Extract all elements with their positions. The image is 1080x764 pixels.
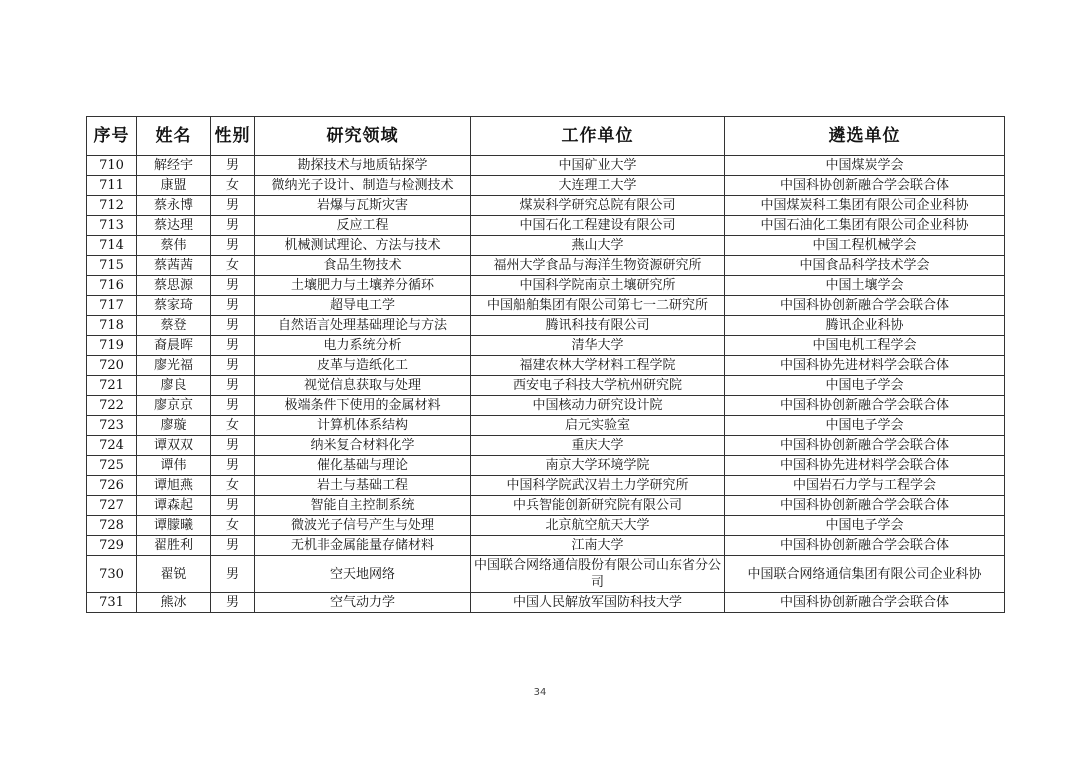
scholar-list-table xyxy=(86,116,1005,613)
table-row xyxy=(87,593,1005,613)
cell-work-unit: 南京大学环境学院 xyxy=(471,456,725,476)
table-row xyxy=(87,296,1005,316)
cell-gender: 男 xyxy=(211,436,255,456)
cell-selecting-unit: 中国电机工程学会 xyxy=(725,336,1005,356)
cell-gender: 女 xyxy=(211,416,255,436)
cell-serial: 721 xyxy=(87,376,137,396)
cell-gender: 男 xyxy=(211,296,255,316)
cell-research-field: 食品生物技术 xyxy=(255,256,471,276)
cell-selecting-unit: 中国电子学会 xyxy=(725,516,1005,536)
cell-serial: 728 xyxy=(87,516,137,536)
cell-selecting-unit: 腾讯企业科协 xyxy=(725,316,1005,336)
cell-selecting-unit: 中国土壤学会 xyxy=(725,276,1005,296)
cell-work-unit: 重庆大学 xyxy=(471,436,725,456)
header-work-unit: 工作单位 xyxy=(471,117,725,156)
cell-research-field: 微纳光子设计、制造与检测技术 xyxy=(255,176,471,196)
table-row xyxy=(87,316,1005,336)
cell-serial: 724 xyxy=(87,436,137,456)
cell-gender: 女 xyxy=(211,516,255,536)
cell-selecting-unit: 中国煤炭科工集团有限公司企业科协 xyxy=(725,196,1005,216)
cell-selecting-unit: 中国联合网络通信集团有限公司企业科协 xyxy=(725,556,1005,593)
cell-gender: 男 xyxy=(211,276,255,296)
cell-work-unit: 江南大学 xyxy=(471,536,725,556)
cell-gender: 男 xyxy=(211,156,255,176)
cell-research-field: 纳米复合材料化学 xyxy=(255,436,471,456)
cell-work-unit: 中国石化工程建设有限公司 xyxy=(471,216,725,236)
table-row xyxy=(87,336,1005,356)
cell-name: 廖璇 xyxy=(137,416,211,436)
cell-research-field: 岩土与基础工程 xyxy=(255,476,471,496)
cell-serial: 718 xyxy=(87,316,137,336)
cell-selecting-unit: 中国科协创新融合学会联合体 xyxy=(725,436,1005,456)
cell-gender: 男 xyxy=(211,356,255,376)
cell-selecting-unit: 中国科协创新融合学会联合体 xyxy=(725,496,1005,516)
cell-gender: 男 xyxy=(211,556,255,593)
cell-gender: 男 xyxy=(211,593,255,613)
cell-work-unit: 中国船舶集团有限公司第七一二研究所 xyxy=(471,296,725,316)
cell-research-field: 电力系统分析 xyxy=(255,336,471,356)
cell-name: 蔡登 xyxy=(137,316,211,336)
cell-work-unit: 中兵智能创新研究院有限公司 xyxy=(471,496,725,516)
table-row xyxy=(87,476,1005,496)
cell-research-field: 空气动力学 xyxy=(255,593,471,613)
cell-serial: 712 xyxy=(87,196,137,216)
cell-name: 谭双双 xyxy=(137,436,211,456)
table-row xyxy=(87,276,1005,296)
cell-name: 谭伟 xyxy=(137,456,211,476)
cell-serial: 711 xyxy=(87,176,137,196)
cell-gender: 男 xyxy=(211,236,255,256)
cell-name: 廖良 xyxy=(137,376,211,396)
cell-work-unit: 腾讯科技有限公司 xyxy=(471,316,725,336)
cell-work-unit: 中国人民解放军国防科技大学 xyxy=(471,593,725,613)
cell-serial: 720 xyxy=(87,356,137,376)
table-row xyxy=(87,376,1005,396)
cell-name: 蔡思源 xyxy=(137,276,211,296)
cell-gender: 男 xyxy=(211,536,255,556)
header-name: 姓名 xyxy=(137,117,211,156)
table-header-row xyxy=(87,117,1005,156)
table-row xyxy=(87,256,1005,276)
cell-selecting-unit: 中国食品科学技术学会 xyxy=(725,256,1005,276)
cell-serial: 730 xyxy=(87,556,137,593)
cell-work-unit: 清华大学 xyxy=(471,336,725,356)
cell-gender: 男 xyxy=(211,316,255,336)
cell-work-unit: 福建农林大学材料工程学院 xyxy=(471,356,725,376)
cell-selecting-unit: 中国科协创新融合学会联合体 xyxy=(725,176,1005,196)
cell-selecting-unit: 中国科协先进材料学会联合体 xyxy=(725,356,1005,376)
header-selecting-unit: 遴选单位 xyxy=(725,117,1005,156)
cell-name: 蔡达理 xyxy=(137,216,211,236)
cell-research-field: 岩爆与瓦斯灾害 xyxy=(255,196,471,216)
cell-gender: 男 xyxy=(211,396,255,416)
table-row xyxy=(87,156,1005,176)
cell-selecting-unit: 中国石油化工集团有限公司企业科协 xyxy=(725,216,1005,236)
cell-name: 蔡伟 xyxy=(137,236,211,256)
cell-serial: 731 xyxy=(87,593,137,613)
cell-serial: 713 xyxy=(87,216,137,236)
cell-research-field: 勘探技术与地质钻探学 xyxy=(255,156,471,176)
cell-serial: 722 xyxy=(87,396,137,416)
cell-name: 廖光福 xyxy=(137,356,211,376)
cell-work-unit: 启元实验室 xyxy=(471,416,725,436)
table-row xyxy=(87,396,1005,416)
cell-serial: 714 xyxy=(87,236,137,256)
cell-selecting-unit: 中国科协创新融合学会联合体 xyxy=(725,536,1005,556)
table-row xyxy=(87,516,1005,536)
cell-gender: 男 xyxy=(211,336,255,356)
header-serial: 序号 xyxy=(87,117,137,156)
cell-work-unit: 中国科学院南京土壤研究所 xyxy=(471,276,725,296)
cell-research-field: 极端条件下使用的金属材料 xyxy=(255,396,471,416)
cell-work-unit: 北京航空航天大学 xyxy=(471,516,725,536)
table-row xyxy=(87,556,1005,593)
cell-name: 谭旭燕 xyxy=(137,476,211,496)
cell-gender: 女 xyxy=(211,176,255,196)
cell-name: 翟锐 xyxy=(137,556,211,593)
cell-name: 翟胜利 xyxy=(137,536,211,556)
cell-research-field: 微波光子信号产生与处理 xyxy=(255,516,471,536)
cell-serial: 726 xyxy=(87,476,137,496)
cell-selecting-unit: 中国电子学会 xyxy=(725,376,1005,396)
cell-selecting-unit: 中国岩石力学与工程学会 xyxy=(725,476,1005,496)
cell-selecting-unit: 中国科协创新融合学会联合体 xyxy=(725,396,1005,416)
cell-work-unit: 燕山大学 xyxy=(471,236,725,256)
cell-serial: 725 xyxy=(87,456,137,476)
cell-work-unit: 中国核动力研究设计院 xyxy=(471,396,725,416)
cell-serial: 719 xyxy=(87,336,137,356)
cell-name: 谭朦曦 xyxy=(137,516,211,536)
cell-research-field: 皮革与造纸化工 xyxy=(255,356,471,376)
cell-name: 蔡永博 xyxy=(137,196,211,216)
cell-work-unit: 中国联合网络通信股份有限公司山东省分公司 xyxy=(471,556,725,593)
cell-gender: 男 xyxy=(211,216,255,236)
cell-serial: 729 xyxy=(87,536,137,556)
cell-name: 廖京京 xyxy=(137,396,211,416)
page-number: 34 xyxy=(533,687,547,698)
cell-research-field: 催化基础与理论 xyxy=(255,456,471,476)
cell-research-field: 机械测试理论、方法与技术 xyxy=(255,236,471,256)
cell-serial: 723 xyxy=(87,416,137,436)
cell-work-unit: 西安电子科技大学杭州研究院 xyxy=(471,376,725,396)
cell-gender: 男 xyxy=(211,376,255,396)
cell-work-unit: 中国矿业大学 xyxy=(471,156,725,176)
cell-work-unit: 福州大学食品与海洋生物资源研究所 xyxy=(471,256,725,276)
cell-selecting-unit: 中国科协先进材料学会联合体 xyxy=(725,456,1005,476)
cell-name: 康盟 xyxy=(137,176,211,196)
cell-gender: 男 xyxy=(211,496,255,516)
cell-name: 谭森起 xyxy=(137,496,211,516)
cell-serial: 716 xyxy=(87,276,137,296)
cell-research-field: 无机非金属能量存储材料 xyxy=(255,536,471,556)
cell-research-field: 智能自主控制系统 xyxy=(255,496,471,516)
table-row xyxy=(87,536,1005,556)
cell-selecting-unit: 中国工程机械学会 xyxy=(725,236,1005,256)
cell-gender: 女 xyxy=(211,476,255,496)
cell-serial: 717 xyxy=(87,296,137,316)
cell-gender: 男 xyxy=(211,196,255,216)
cell-research-field: 反应工程 xyxy=(255,216,471,236)
header-gender: 性别 xyxy=(211,117,255,156)
table-row xyxy=(87,216,1005,236)
table-row xyxy=(87,196,1005,216)
cell-gender: 女 xyxy=(211,256,255,276)
table-row xyxy=(87,356,1005,376)
cell-research-field: 空天地网络 xyxy=(255,556,471,593)
cell-serial: 710 xyxy=(87,156,137,176)
cell-research-field: 超导电工学 xyxy=(255,296,471,316)
cell-research-field: 视觉信息获取与处理 xyxy=(255,376,471,396)
cell-name: 解经宇 xyxy=(137,156,211,176)
cell-name: 蔡家琦 xyxy=(137,296,211,316)
cell-name: 裔晨晖 xyxy=(137,336,211,356)
cell-selecting-unit: 中国科协创新融合学会联合体 xyxy=(725,593,1005,613)
table-row xyxy=(87,176,1005,196)
table-row xyxy=(87,436,1005,456)
cell-name: 蔡茜茜 xyxy=(137,256,211,276)
table-row xyxy=(87,236,1005,256)
cell-selecting-unit: 中国煤炭学会 xyxy=(725,156,1005,176)
header-research-field: 研究领域 xyxy=(255,117,471,156)
cell-research-field: 土壤肥力与土壤养分循环 xyxy=(255,276,471,296)
table-row xyxy=(87,456,1005,476)
table-body xyxy=(87,156,1005,613)
cell-serial: 715 xyxy=(87,256,137,276)
cell-selecting-unit: 中国科协创新融合学会联合体 xyxy=(725,296,1005,316)
cell-work-unit: 大连理工大学 xyxy=(471,176,725,196)
cell-research-field: 自然语言处理基础理论与方法 xyxy=(255,316,471,336)
cell-serial: 727 xyxy=(87,496,137,516)
cell-gender: 男 xyxy=(211,456,255,476)
cell-work-unit: 中国科学院武汉岩土力学研究所 xyxy=(471,476,725,496)
cell-work-unit: 煤炭科学研究总院有限公司 xyxy=(471,196,725,216)
cell-name: 熊冰 xyxy=(137,593,211,613)
table-row xyxy=(87,496,1005,516)
cell-selecting-unit: 中国电子学会 xyxy=(725,416,1005,436)
table-row xyxy=(87,416,1005,436)
cell-research-field: 计算机体系结构 xyxy=(255,416,471,436)
